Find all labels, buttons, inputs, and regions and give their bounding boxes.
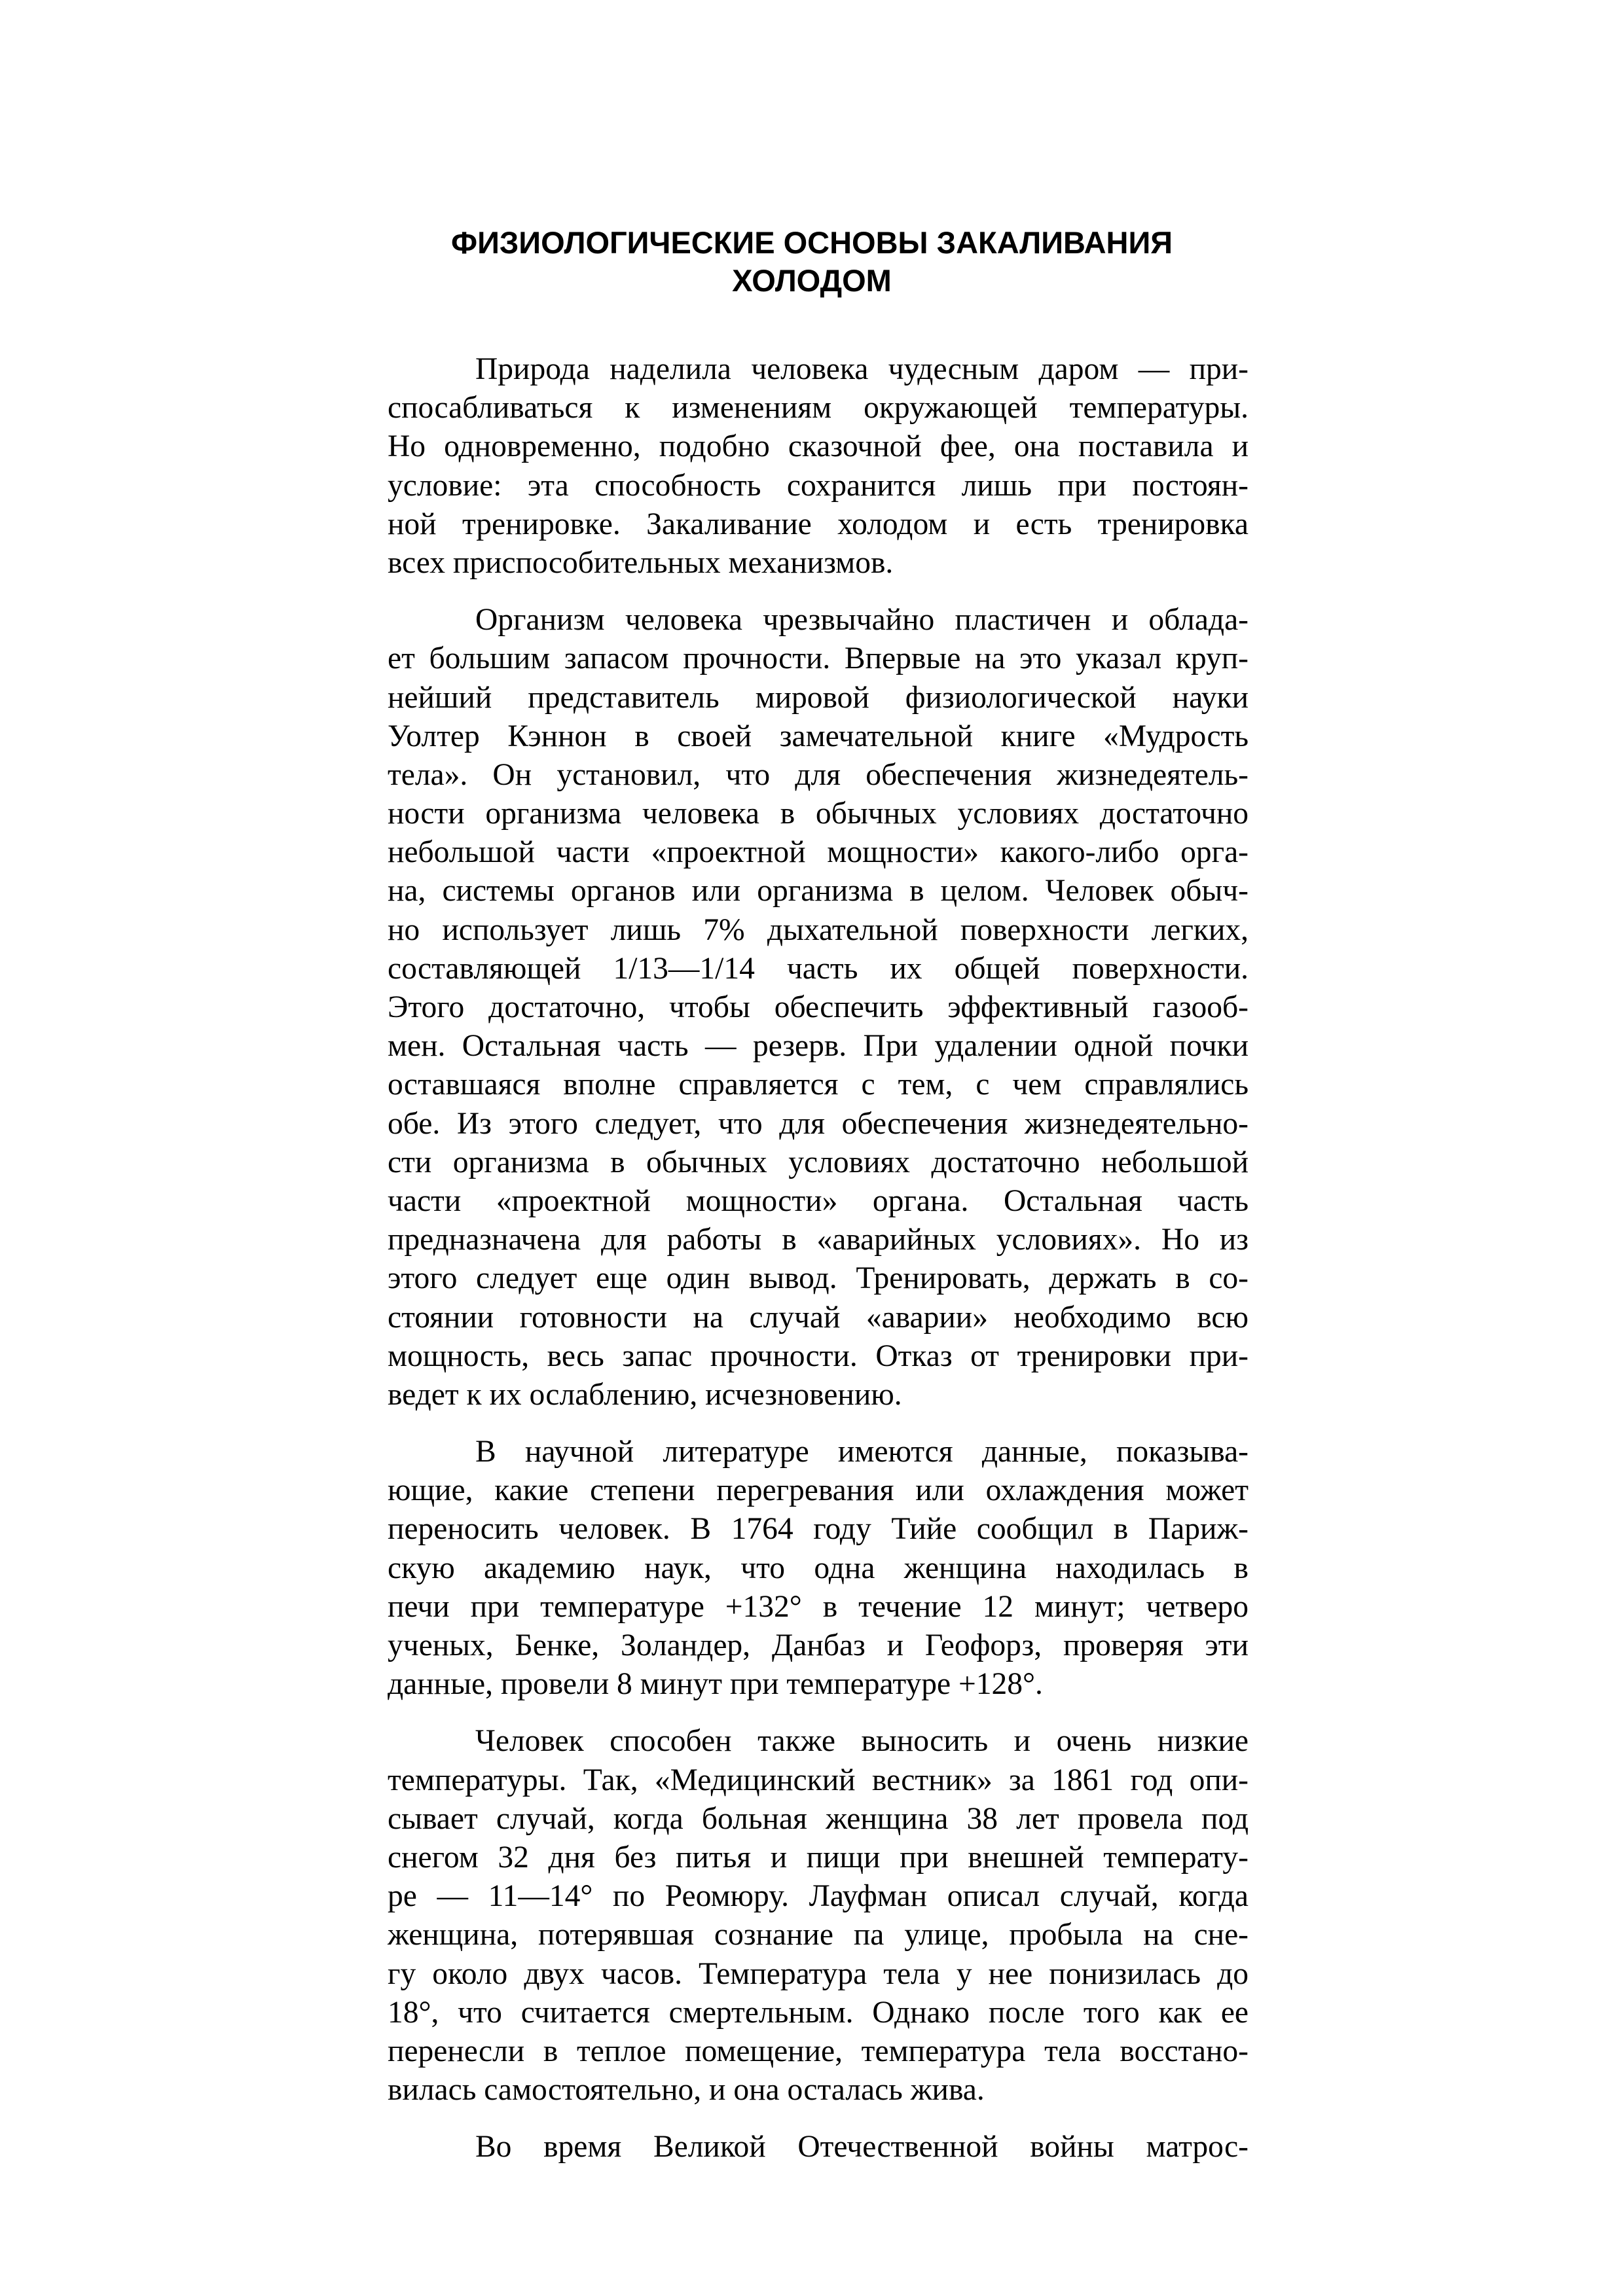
text-line: ет большим запасом прочности. Впервые на это указал круп- <box>388 641 1249 676</box>
paragraph <box>388 2128 1249 2166</box>
text-line: гу около двух часов. Температура тела у нее понизилась до <box>388 1956 1249 1991</box>
text-line: части «проектной мощности» органа. Остальная часть <box>388 1183 1249 1218</box>
text-line: Человек способен также выносить и очень низкие <box>475 1724 1249 1759</box>
text-line: сывает случай, когда больная женщина 38 лет провела под <box>388 1801 1249 1836</box>
text-line: ной тренировке. Закаливание холодом и есть тренировка <box>388 507 1249 541</box>
text-line: составляющей 1/13—1/14 часть их общей поверхности. <box>388 951 1249 986</box>
text-line: ющие, какие степени перегревания или охлаждения может <box>388 1473 1249 1508</box>
text-line: условие: эта способность сохранится лишь при постоян- <box>388 468 1249 503</box>
text-line: вилась самостоятельно, и она осталась жива. <box>388 2073 985 2108</box>
text-line: Но одновременно, подобно сказочной фее, она поставила и <box>388 429 1249 464</box>
text-line: оставшаяся вполне справляется с тем, с чем справлялись <box>388 1067 1249 1102</box>
title-line-1: ФИЗИОЛОГИЧЕСКИЕ ОСНОВЫ ЗАКАЛИВАНИЯ <box>450 225 1173 260</box>
paragraph <box>388 1433 1249 1704</box>
paragraph <box>388 350 1249 583</box>
text-line: небольшой части «проектной мощности» какого-либо орга- <box>388 835 1249 870</box>
text-line: снегом 32 дня без питья и пищи при внешней температу- <box>388 1840 1249 1874</box>
text-line: скую академию наук, что одна женщина находилась в <box>388 1551 1249 1585</box>
text-line: тела». Он установил, что для обеспечения жизнедеятель- <box>388 757 1249 792</box>
text-line: печи при температуре +132° в течение 12 минут; четверо <box>388 1589 1249 1624</box>
text-line: В научной литературе имеются данные, показыва- <box>475 1435 1249 1469</box>
text-line: мощность, весь запас прочности. Отказ от тренировки при- <box>388 1338 1249 1373</box>
paragraph <box>388 1722 1249 2109</box>
text-line: Этого достаточно, чтобы обеспечить эффективный газооб- <box>388 990 1249 1024</box>
text-line: Природа наделила человека чудесным даром — при- <box>475 352 1249 386</box>
body-text <box>388 350 1249 2185</box>
text-line: но использует лишь 7% дыхательной поверхности легких, <box>388 912 1249 947</box>
text-line: перенесли в теплое помещение, температура тела восстано- <box>388 2034 1249 2068</box>
text-line: ведет к их ослаблению, исчезновению. <box>388 1377 902 1412</box>
text-line: всех приспособительных механизмов. <box>388 545 894 580</box>
text-line: обе. Из этого следует, что для обеспечения жизнедеятельно- <box>388 1106 1249 1141</box>
text-line: женщина, потерявшая сознание па улице, пробыла на сне- <box>388 1918 1249 1952</box>
text-line: ре — 11—14° по Реомюру. Лауфман описал случай, когда <box>388 1879 1249 1914</box>
text-line: Во время Великой Отечественной войны матрос- <box>475 2130 1249 2164</box>
text-line: температуры. Так, «Медицинский вестник» за 1861 год опи- <box>388 1763 1249 1797</box>
text-line: стоянии готовности на случай «аварии» необходимо всю <box>388 1300 1249 1335</box>
paragraph <box>388 601 1249 1414</box>
text-line: ности организма человека в обычных условиях достаточно <box>388 797 1249 831</box>
title-line-2: ХОЛОДОМ <box>732 263 892 298</box>
text-line: на, системы органов или организма в целом. Человек обыч- <box>388 874 1249 908</box>
page-title <box>386 224 1237 300</box>
text-line: 18°, что считается смертельным. Однако после того как ее <box>388 1995 1249 2030</box>
text-line: переносить человек. В 1764 году Тийе сообщил в Париж- <box>388 1512 1249 1547</box>
text-line: Уолтер Кэннон в своей замечательной книге «Мудрость <box>388 719 1249 753</box>
text-line: ученых, Бенке, Золандер, Данбаз и Геофорз, проверяя эти <box>388 1628 1249 1662</box>
text-line: мен. Остальная часть — резерв. При удалении одной почки <box>388 1029 1249 1064</box>
text-line: данные, провели 8 минут при температуре +128°. <box>388 1667 1043 1702</box>
text-line: нейший представитель мировой физиологической науки <box>388 680 1249 715</box>
text-line: предназначена для работы в «аварийных условиях». Но из <box>388 1223 1249 1257</box>
text-line: Организм человека чрезвычайно пластичен и облада- <box>475 603 1249 637</box>
text-line: сти организма в обычных условиях достаточно небольшой <box>388 1145 1249 1179</box>
text-line: спосабливаться к изменениям окружающей температуры. <box>388 391 1249 425</box>
text-line: этого следует еще один вывод. Тренировать, держать в со- <box>388 1261 1249 1296</box>
